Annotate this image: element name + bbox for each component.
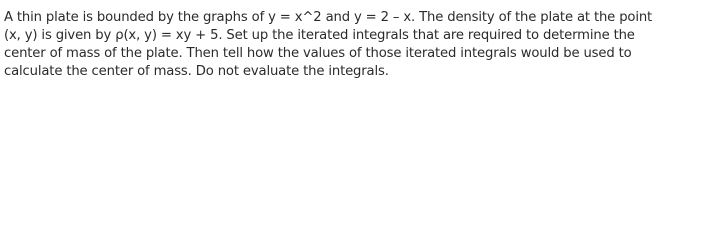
problem-line: (x, y) is given by ρ(x, y) = xy + 5. Set up the iterated integrals that are required to determine the xyxy=(4,28,635,43)
problem-text xyxy=(4,9,716,81)
problem-line: calculate the center of mass. Do not evaluate the integrals. xyxy=(4,64,389,79)
problem-line: center of mass of the plate. Then tell how the values of those iterated integrals would be used to xyxy=(4,46,632,61)
problem-line: A thin plate is bounded by the graphs of y = x^2 and y = 2 – x. The density of the plate at the point xyxy=(4,10,653,25)
